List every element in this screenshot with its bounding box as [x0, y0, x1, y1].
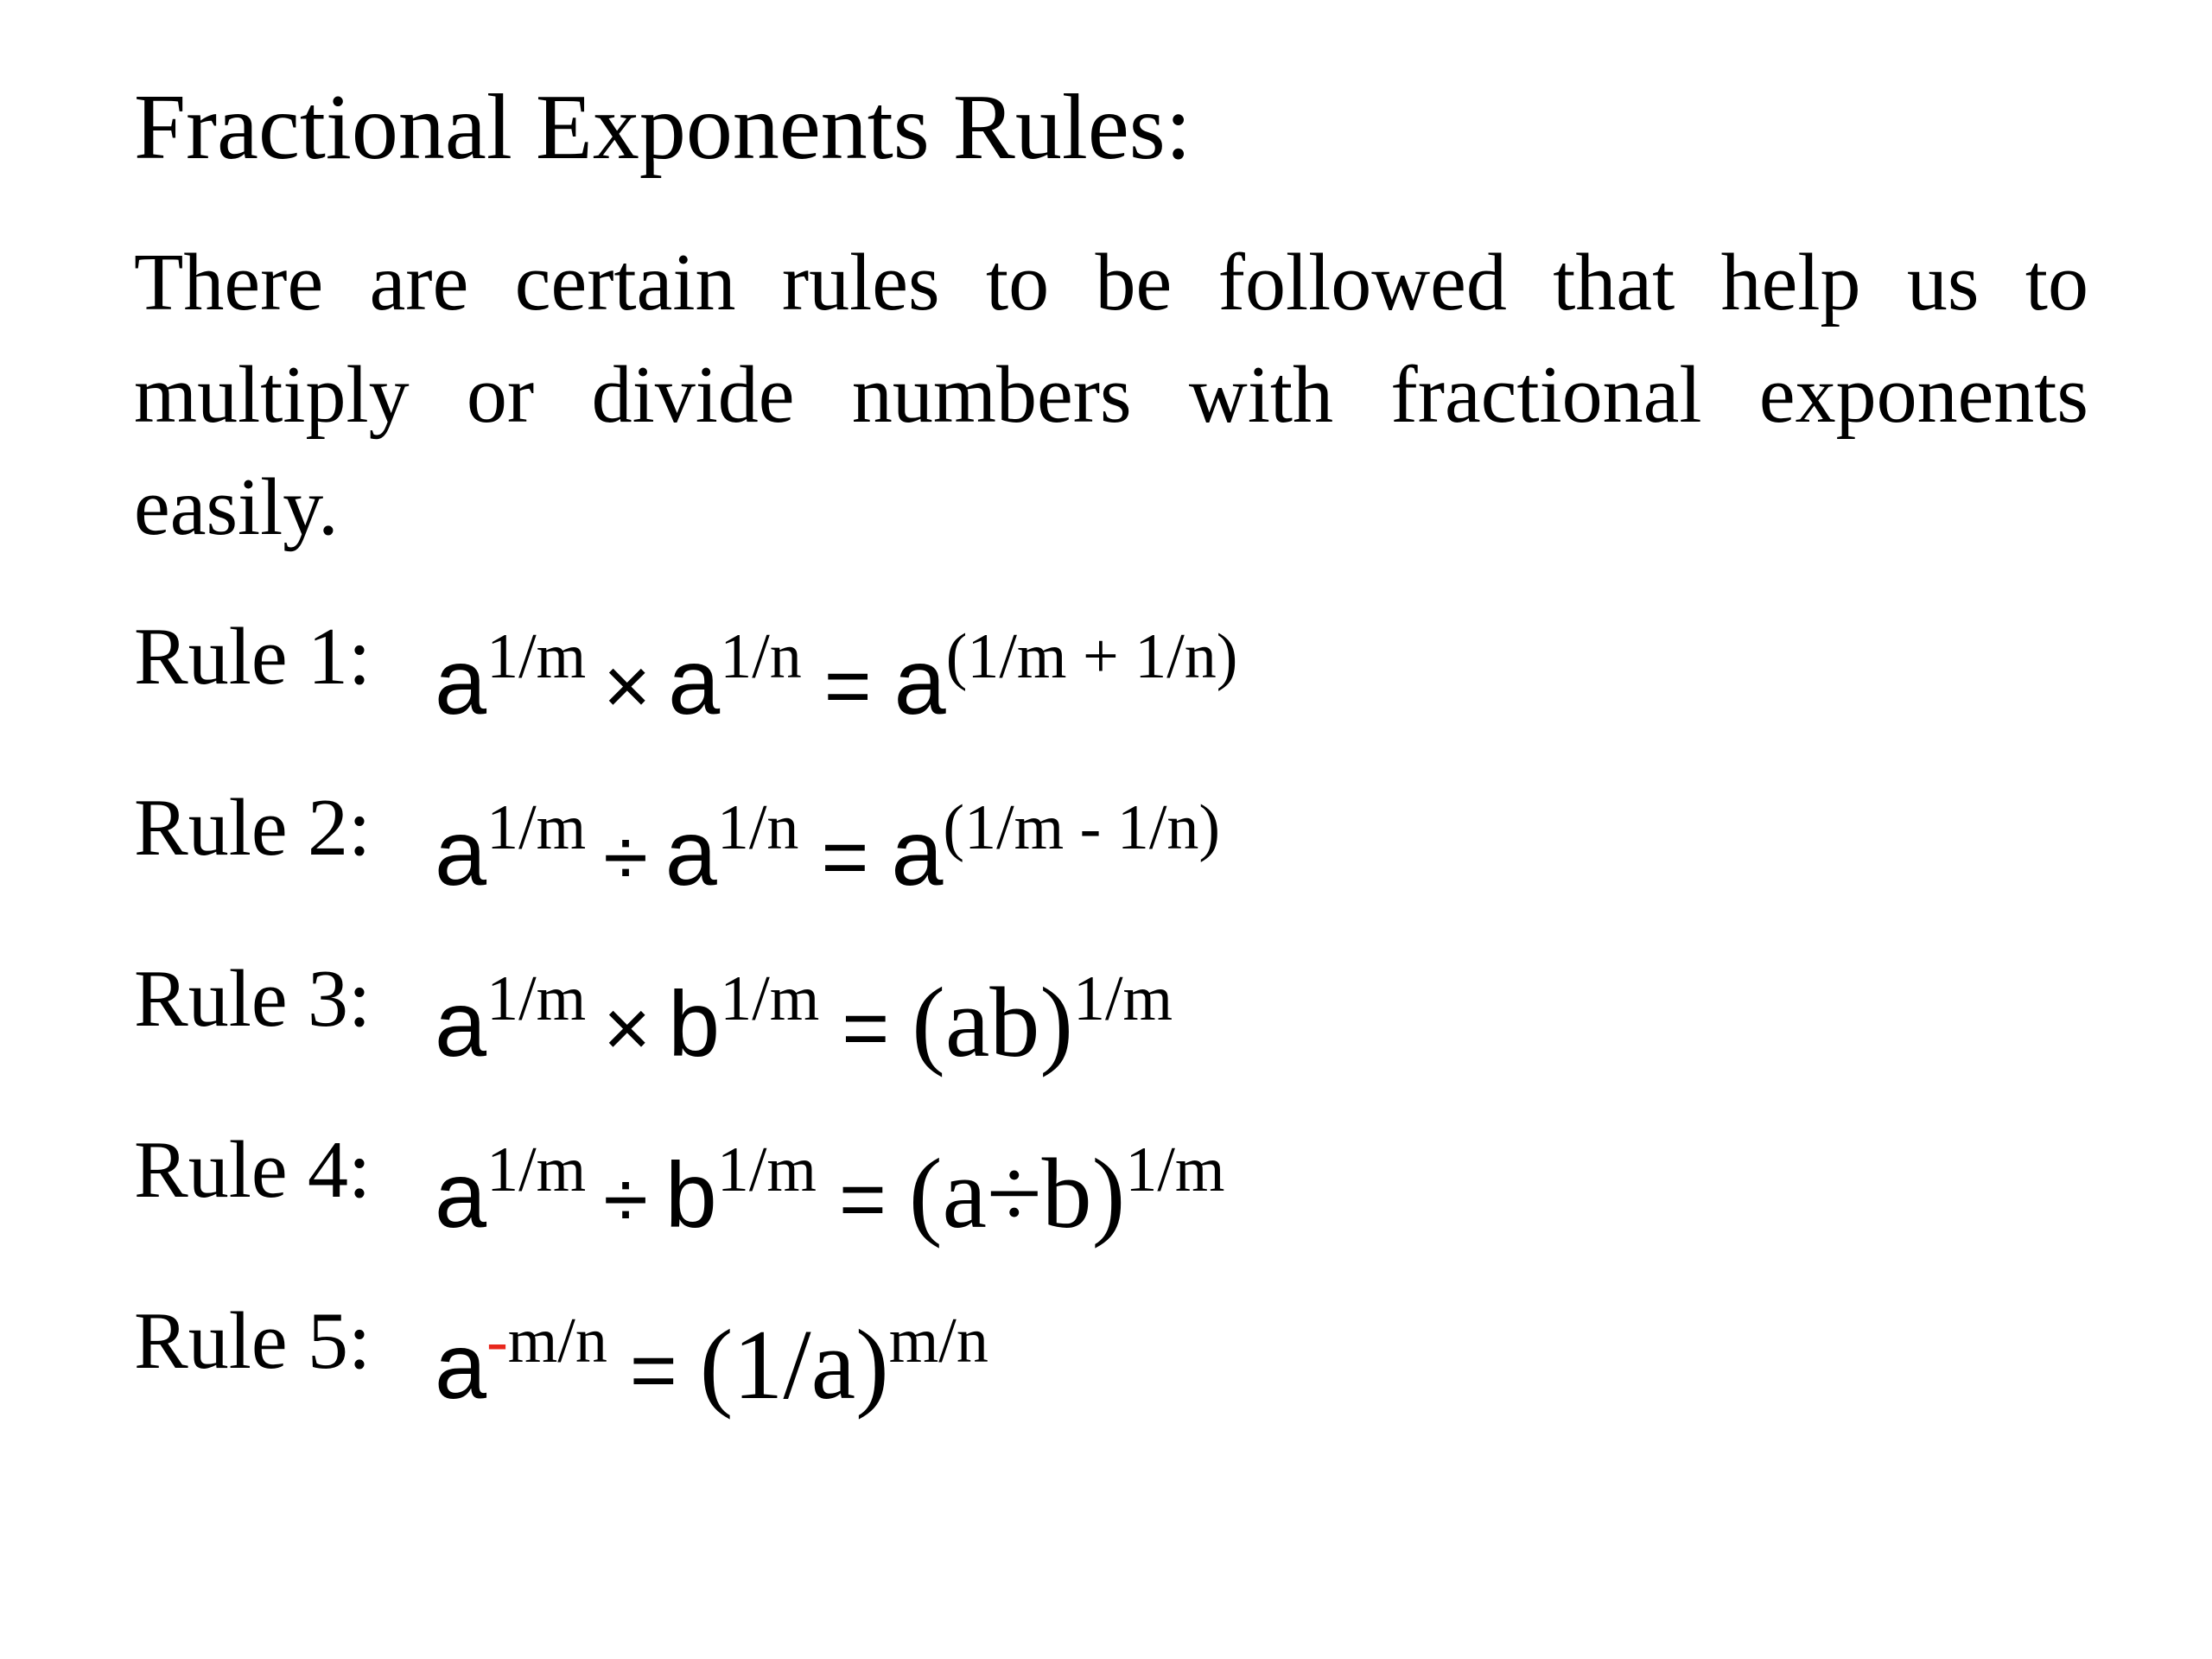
formula-base: b [664, 1142, 717, 1247]
rule-formula [435, 1109, 1224, 1260]
equals-sign: = [839, 1154, 887, 1244]
multiply-operator: × [603, 640, 652, 731]
formula-exponent: 1/m [486, 621, 587, 692]
page-title: Fractional Exponents Rules: [134, 76, 1192, 179]
rule-formula [435, 596, 1237, 747]
divide-operator: ÷ [603, 811, 648, 902]
formula-base: a [435, 629, 487, 734]
result-exponent: 1/m [1072, 963, 1173, 1034]
result-base: (a÷b) [908, 1139, 1126, 1249]
intro-paragraph: There are certain rules to be followed that help us to multiply or divide numbers with fractional exponents easily. [134, 238, 2088, 552]
formula-base: a [668, 629, 721, 734]
formula-exponent: 1/m [716, 1135, 817, 1205]
result-base: (ab) [912, 968, 1073, 1078]
rule-label: Rule 2: [134, 783, 372, 873]
formula-base: a [435, 1142, 487, 1247]
formula-exponent: 1/n [716, 792, 799, 863]
result-base: (1/a) [699, 1310, 889, 1421]
rule-label: Rule 3: [134, 954, 372, 1044]
result-exponent: (1/m - 1/n) [943, 792, 1221, 863]
formula-base: a [435, 1313, 487, 1418]
negative-sign: - [486, 1306, 508, 1376]
formula-exponent: 1/m [720, 963, 820, 1034]
formula-base: a [435, 971, 487, 1076]
result-base: a [891, 800, 944, 905]
multiply-operator: × [603, 982, 652, 1073]
formula-base: b [668, 971, 721, 1076]
rule-formula [435, 938, 1173, 1089]
formula-base: a [435, 800, 487, 905]
result-base: a [893, 629, 946, 734]
equals-sign: = [823, 640, 872, 731]
formula-exponent: 1/n [720, 621, 802, 692]
rule-label: Rule 1: [134, 612, 372, 702]
equals-sign: = [629, 1325, 677, 1415]
formula-exponent: 1/m [486, 1135, 587, 1205]
rule-label: Rule 5: [134, 1296, 372, 1386]
result-exponent: (1/m + 1/n) [945, 621, 1238, 692]
result-exponent: 1/m [1125, 1135, 1225, 1205]
formula-exponent: 1/m [486, 963, 587, 1034]
exponent-value: m/n [507, 1306, 607, 1376]
formula-exponent [486, 1306, 607, 1376]
equals-sign: = [821, 811, 869, 902]
equals-sign: = [842, 982, 890, 1073]
rule-formula [435, 1281, 988, 1431]
rule-formula [435, 767, 1220, 918]
formula-base: a [664, 800, 717, 905]
formula-exponent: 1/m [486, 792, 587, 863]
result-exponent: m/n [888, 1306, 988, 1376]
divide-operator: ÷ [603, 1154, 648, 1244]
rule-label: Rule 4: [134, 1125, 372, 1215]
